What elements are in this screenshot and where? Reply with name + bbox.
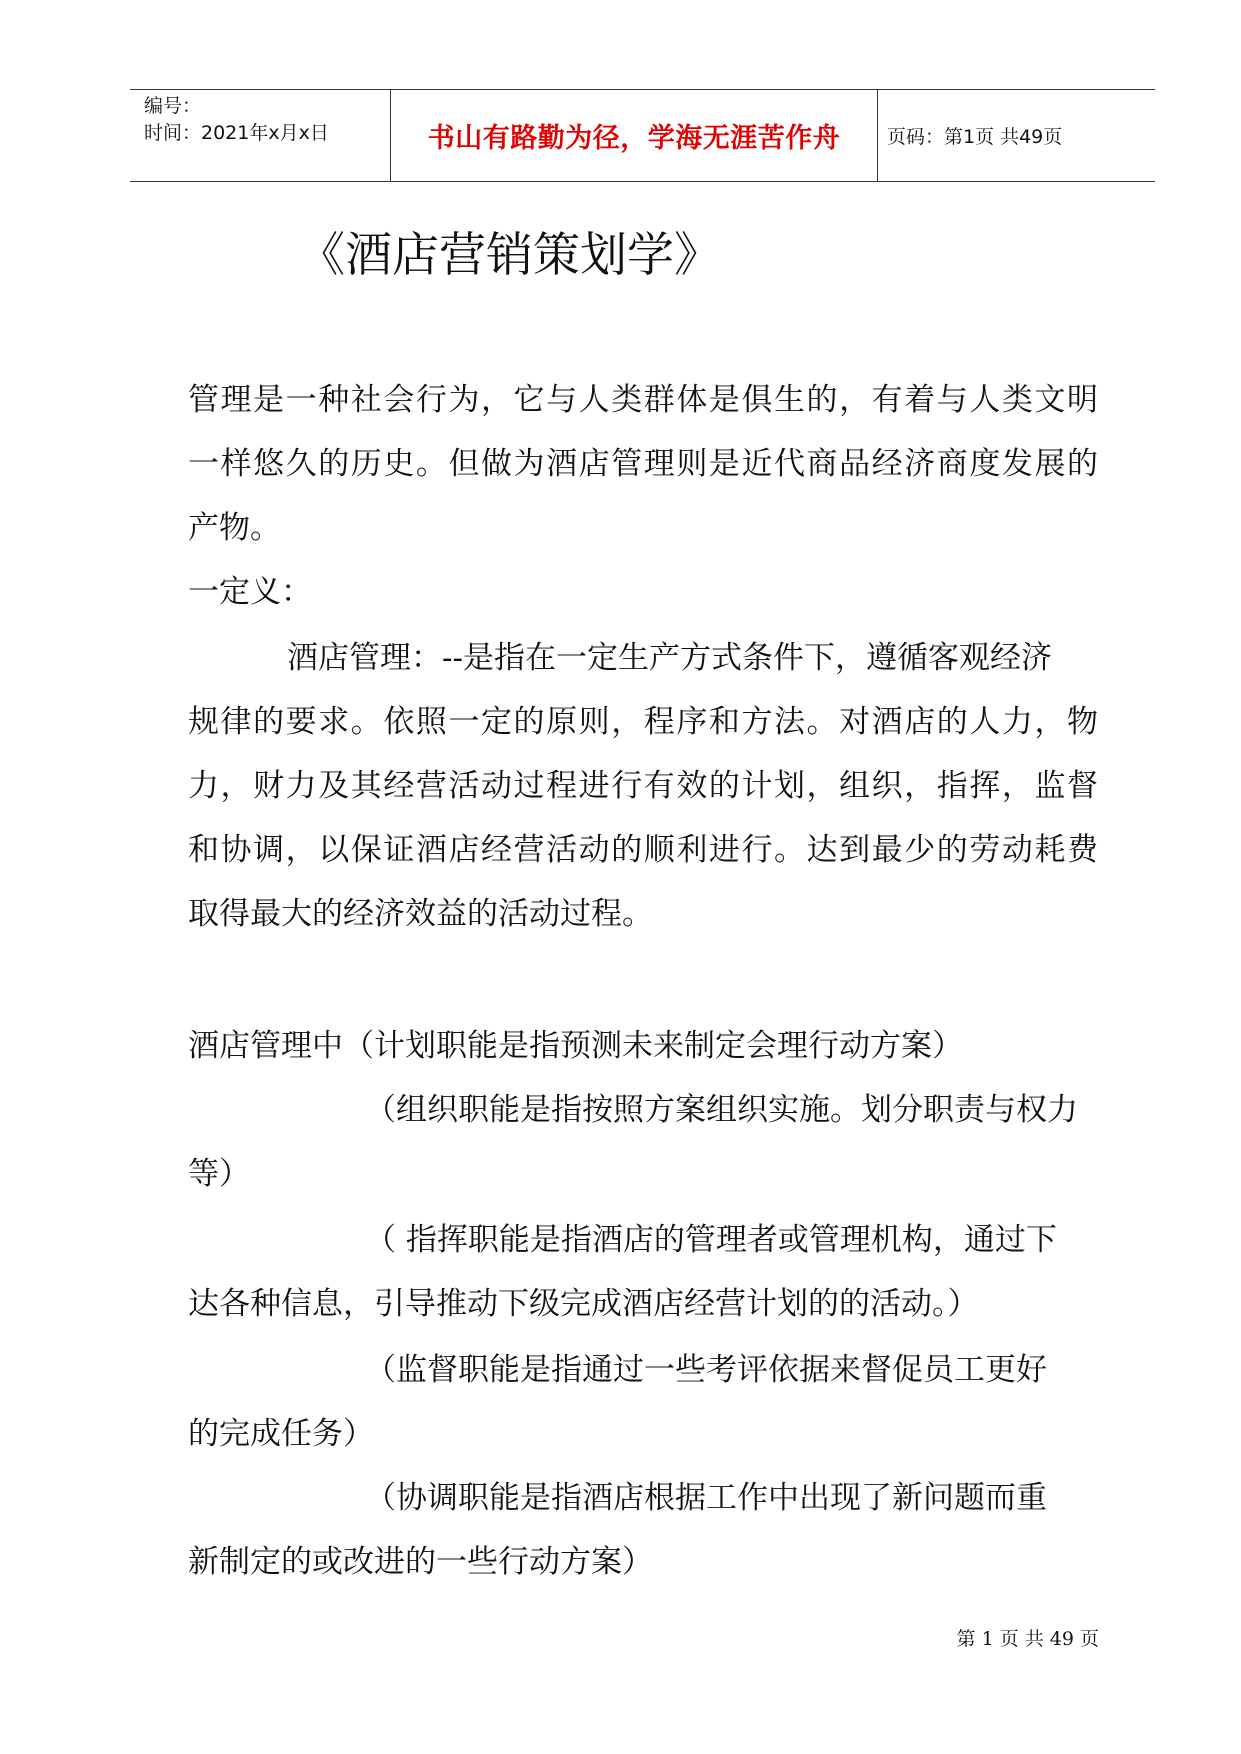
header-page-info (887, 90, 1068, 180)
paragraph-line: 酒店管理：--是指在一定生产方式条件下，遵循客观经济 (287, 640, 1052, 676)
header-motto: 书山有路勤为径，学海无涯苦作舟 (427, 122, 841, 154)
paragraph-line: 一样悠久的历史。但做为酒店管理则是近代商品经济商度发展的 (188, 446, 1098, 482)
function-line: 等） (188, 1156, 250, 1192)
paragraph-line: 管理是一种社会行为，它与人类群体是俱生的，有着与人类文明 (188, 382, 1098, 418)
function-line: （监督职能是指通过一些考评依据来督促员工更好 (365, 1352, 1047, 1388)
paragraph-line: 取得最大的经济效益的活动过程。 (188, 896, 653, 932)
page-footer: 第 1 页 共 49 页 (956, 1628, 1099, 1650)
function-line: （组织职能是指按照方案组织实施。划分职责与权力 (365, 1092, 1078, 1128)
total-label: 共49页 (1000, 125, 1063, 148)
function-line: （ 指挥职能是指酒店的管理者或管理机构，通过下 (365, 1222, 1057, 1258)
page-label: 页码：第1页 (887, 125, 995, 148)
header-divider (877, 90, 878, 181)
header-divider (390, 90, 391, 181)
document-title: 《酒店营销策划学》 (298, 228, 721, 283)
function-line: （协调职能是指酒店根据工作中出现了新问题而重 (365, 1480, 1047, 1516)
paragraph-line: 规律的要求。依照一定的原则，程序和方法。对酒店的人力，物 (188, 704, 1098, 740)
function-line: 新制定的或改进的一些行动方案） (188, 1544, 653, 1580)
function-line: 酒店管理中（计划职能是指预测未来制定会理行动方案） (188, 1028, 963, 1064)
function-line: 的完成任务） (188, 1416, 374, 1452)
page-header (130, 89, 1155, 182)
function-line: 达各种信息，引导推动下级完成酒店经营计划的的活动。） (188, 1286, 979, 1322)
paragraph-line: 力，财力及其经营活动过程进行有效的计划，组织，指挥，监督 (188, 768, 1098, 804)
header-info (144, 93, 329, 147)
number-label: 编号： (144, 95, 202, 117)
section-heading: 一定义： (188, 574, 312, 610)
paragraph-line: 产物。 (188, 510, 281, 546)
paragraph-line: 和协调，以保证酒店经营活动的顺利进行。达到最少的劳动耗费 (188, 832, 1098, 868)
time-label: 时间：2021年x月x日 (144, 122, 329, 144)
